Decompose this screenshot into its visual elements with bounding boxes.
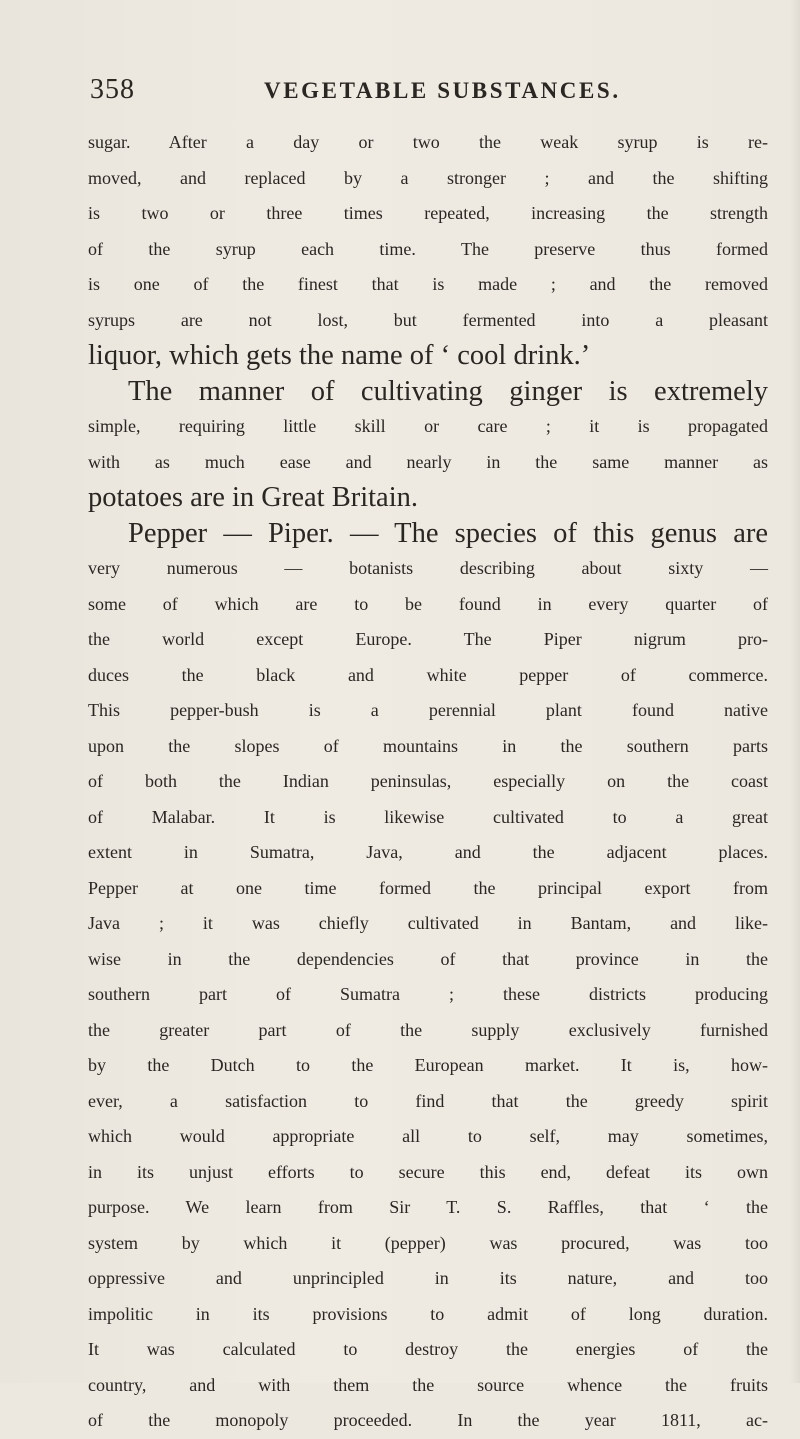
text-line: impolitic in its provisions to admit of long duration. xyxy=(88,1303,768,1324)
text-line: This pepper-bush is a perennial plant found native xyxy=(88,700,768,720)
text-line: southern part of Sumatra ; these districts producing xyxy=(88,984,768,1004)
text-line: Pepper at one time formed the principal export from xyxy=(88,877,768,898)
text-line: duces the black and white pepper of commerce. xyxy=(88,664,768,685)
text-line: is two or three times repeated, increasing the strength xyxy=(88,203,768,223)
text-line: some of which are to be found in every quarter of xyxy=(88,593,768,614)
text-line: the world except Europe. The Piper nigrum pro- xyxy=(88,629,768,649)
text-line: very numerous — botanists describing about sixty — xyxy=(88,558,768,578)
text-line: system by which it (pepper) was procured, was too xyxy=(88,1232,768,1253)
text-line: country, and with them the source whence the fruits xyxy=(88,1374,768,1395)
page-number: 358 xyxy=(90,74,135,105)
text-line: is one of the finest that is made ; and the removed xyxy=(88,274,768,294)
text-line: The manner of cultivating ginger is extremely xyxy=(128,375,768,407)
body-text xyxy=(88,125,768,1439)
text-line: potatoes are in Great Britain. xyxy=(88,482,419,513)
text-line: of the syrup each time. The preserve thus formed xyxy=(88,238,768,259)
text-line: sugar. After a day or two the weak syrup is re- xyxy=(88,132,768,152)
text-line: of the monopoly proceeded. In the year 1811, ac- xyxy=(88,1410,768,1430)
text-line: Pepper — Piper. — The species of this genus are xyxy=(128,517,768,549)
page-header xyxy=(0,74,800,114)
text-line: by the Dutch to the European market. It is, how- xyxy=(88,1055,768,1075)
text-line: Java ; it was chiefly cultivated in Bantam, and like- xyxy=(88,913,768,933)
text-line: liquor, which gets the name of ‘ cool drink.’ xyxy=(88,340,591,371)
running-head: VEGETABLE SUBSTANCES. xyxy=(264,78,621,103)
text-line: wise in the dependencies of that province in the xyxy=(88,948,768,969)
text-line: upon the slopes of mountains in the southern parts xyxy=(88,735,768,756)
text-line: which would appropriate all to self, may sometimes, xyxy=(88,1126,768,1146)
text-line: extent in Sumatra, Java, and the adjacent places. xyxy=(88,842,768,862)
text-line: ever, a satisfaction to find that the greedy spirit xyxy=(88,1090,768,1111)
text-line: It was calculated to destroy the energies of the xyxy=(88,1339,768,1359)
text-line: of both the Indian peninsulas, especially on the coast xyxy=(88,771,768,791)
text-line: in its unjust efforts to secure this end, defeat its own xyxy=(88,1161,768,1182)
text-line: purpose. We learn from Sir T. S. Raffles, that ‘ the xyxy=(88,1197,768,1217)
text-line: oppressive and unprincipled in its nature, and too xyxy=(88,1268,768,1288)
text-line: of Malabar. It is likewise cultivated to a great xyxy=(88,806,768,827)
text-line: syrups are not lost, but fermented into a pleasant xyxy=(88,309,768,330)
text-line: the greater part of the supply exclusively furnished xyxy=(88,1019,768,1040)
text-line: simple, requiring little skill or care ; it is propagated xyxy=(88,416,768,436)
page-edge-shadow xyxy=(790,0,800,1383)
text-line: with as much ease and nearly in the same manner as xyxy=(88,451,768,472)
text-line: moved, and replaced by a stronger ; and the shifting xyxy=(88,167,768,188)
